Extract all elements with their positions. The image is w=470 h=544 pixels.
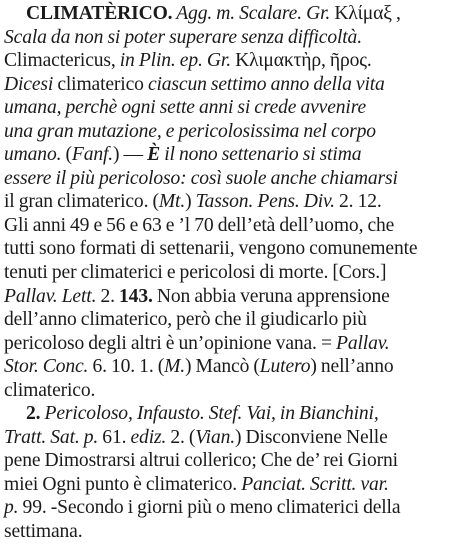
dictionary-entry-climaterico: [4, 2, 466, 544]
italic-text: essere il più pericoloso: così suole anche chiamarsi: [4, 167, 398, 189]
italic-text: umano.: [4, 144, 66, 166]
text-run: 99. -Secondo i giorni più o meno climaterici della: [18, 497, 401, 519]
text-run: Κλιμακτὴρ, ῆρος.: [235, 50, 372, 72]
italic-text: una gran mutazione, e pericolosissima nel corpo: [4, 120, 376, 142]
italic-text: Mt.: [158, 191, 186, 213]
text-run: Non abbia veruna apprensione: [152, 285, 390, 307]
text-run: pericoloso degli altri è un’opinione vana. =: [4, 332, 337, 354]
text-run: ) Mancò (: [185, 356, 260, 378]
italic-text: Fanf.: [71, 144, 114, 166]
text-run: settimana.: [4, 521, 83, 543]
italic-text: Panciat. Scritt. var.: [241, 473, 389, 495]
entry-line: [4, 261, 466, 285]
text-run: tenuti per climaterici e pericolosi di morte. [Cors.]: [4, 262, 387, 284]
italic-text: Tratt. Sat. p.: [4, 426, 99, 448]
entry-line: [4, 496, 466, 520]
entry-line: [4, 26, 466, 50]
entry-line: [4, 237, 466, 261]
text-run: Gli anni 49 e 56 e 63 e ’l 70 dell’età dell’uomo, che: [4, 214, 395, 236]
italic-text: il nono settenario si stima: [160, 144, 362, 166]
entry-line: [4, 73, 466, 97]
text-run: climaterico.: [4, 379, 96, 401]
entry-line: [4, 520, 466, 544]
italic-text: p.: [4, 497, 19, 519]
text-run: tutti sono formati di settenarii, vengono comunemente: [4, 238, 418, 260]
italic-text: ediz.: [130, 426, 167, 448]
italic-text: Stor. Conc.: [4, 356, 89, 378]
entry-line: [4, 355, 466, 379]
text-run: ) Disconviene Nelle: [235, 426, 388, 448]
entry-line: [4, 96, 466, 120]
text-run: pene Dimostrarsi altrui collerico; Che de’ rei Giorni: [4, 450, 398, 472]
italic-text: ciascun settimo anno della vita: [147, 73, 385, 95]
italic-text: in Plin. ep. Gr.: [119, 50, 236, 72]
text-run: miei Ogni punto è climaterico.: [4, 473, 242, 495]
italic-text: Pallav. Lett.: [4, 285, 97, 307]
text-run: dell’anno climaterico, però che il giudicarlo più: [4, 309, 367, 331]
text-run: 61.: [98, 426, 131, 448]
entry-line: [4, 402, 466, 426]
text-run: 2.: [96, 285, 120, 307]
bold-text: CLIMATÈRICO.: [26, 3, 173, 24]
italic-text: Pericoloso, Infausto. Stef. Vai, in Bianchini,: [40, 403, 379, 425]
entry-line: [4, 167, 466, 191]
entry-line: [4, 214, 466, 238]
text-run: il gran climaterico. (: [4, 191, 159, 213]
bold-text: 143.: [119, 285, 153, 307]
text-run: ): [185, 191, 196, 213]
entry-line: [4, 332, 466, 356]
italic-text: È: [147, 144, 161, 166]
text-run: (: [65, 144, 72, 166]
entry-line: [4, 143, 466, 167]
bold-text: 2.: [26, 403, 41, 425]
italic-text: Vian.: [195, 426, 235, 448]
italic-text: umana, perchè ogni sette anni si crede avvenire: [4, 97, 367, 119]
entry-line: [4, 473, 466, 497]
entry-line: [4, 449, 466, 473]
text-run: ) —: [113, 144, 148, 166]
entry-line: [4, 308, 466, 332]
text-run: 2. (: [166, 426, 196, 448]
text-run: ) nell’anno: [310, 356, 394, 378]
italic-text: M.: [164, 356, 186, 378]
italic-text: Dicesi: [4, 73, 58, 95]
entry-line: [4, 426, 466, 450]
entry-line: [4, 190, 466, 214]
entry-line: [4, 120, 466, 144]
entry-line: [4, 2, 466, 26]
text-run: Κλίμαξ ,: [334, 3, 401, 24]
entry-line: [4, 379, 466, 403]
entry-line: [4, 49, 466, 73]
italic-text: Scala da non si poter superare senza difficoltà.: [4, 26, 362, 48]
text-run: 2. 12.: [334, 191, 382, 213]
italic-text: Agg. m. Scalare. Gr.: [172, 3, 335, 24]
italic-text: Pallav.: [336, 332, 390, 354]
italic-text: Tasson. Pens. Div.: [195, 191, 335, 213]
text-run: Climactericus,: [4, 50, 120, 72]
text-run: 6. 10. 1. (: [88, 356, 165, 378]
text-run: climaterico: [57, 73, 148, 95]
italic-text: Lutero: [259, 356, 311, 378]
entry-line: [4, 285, 466, 309]
